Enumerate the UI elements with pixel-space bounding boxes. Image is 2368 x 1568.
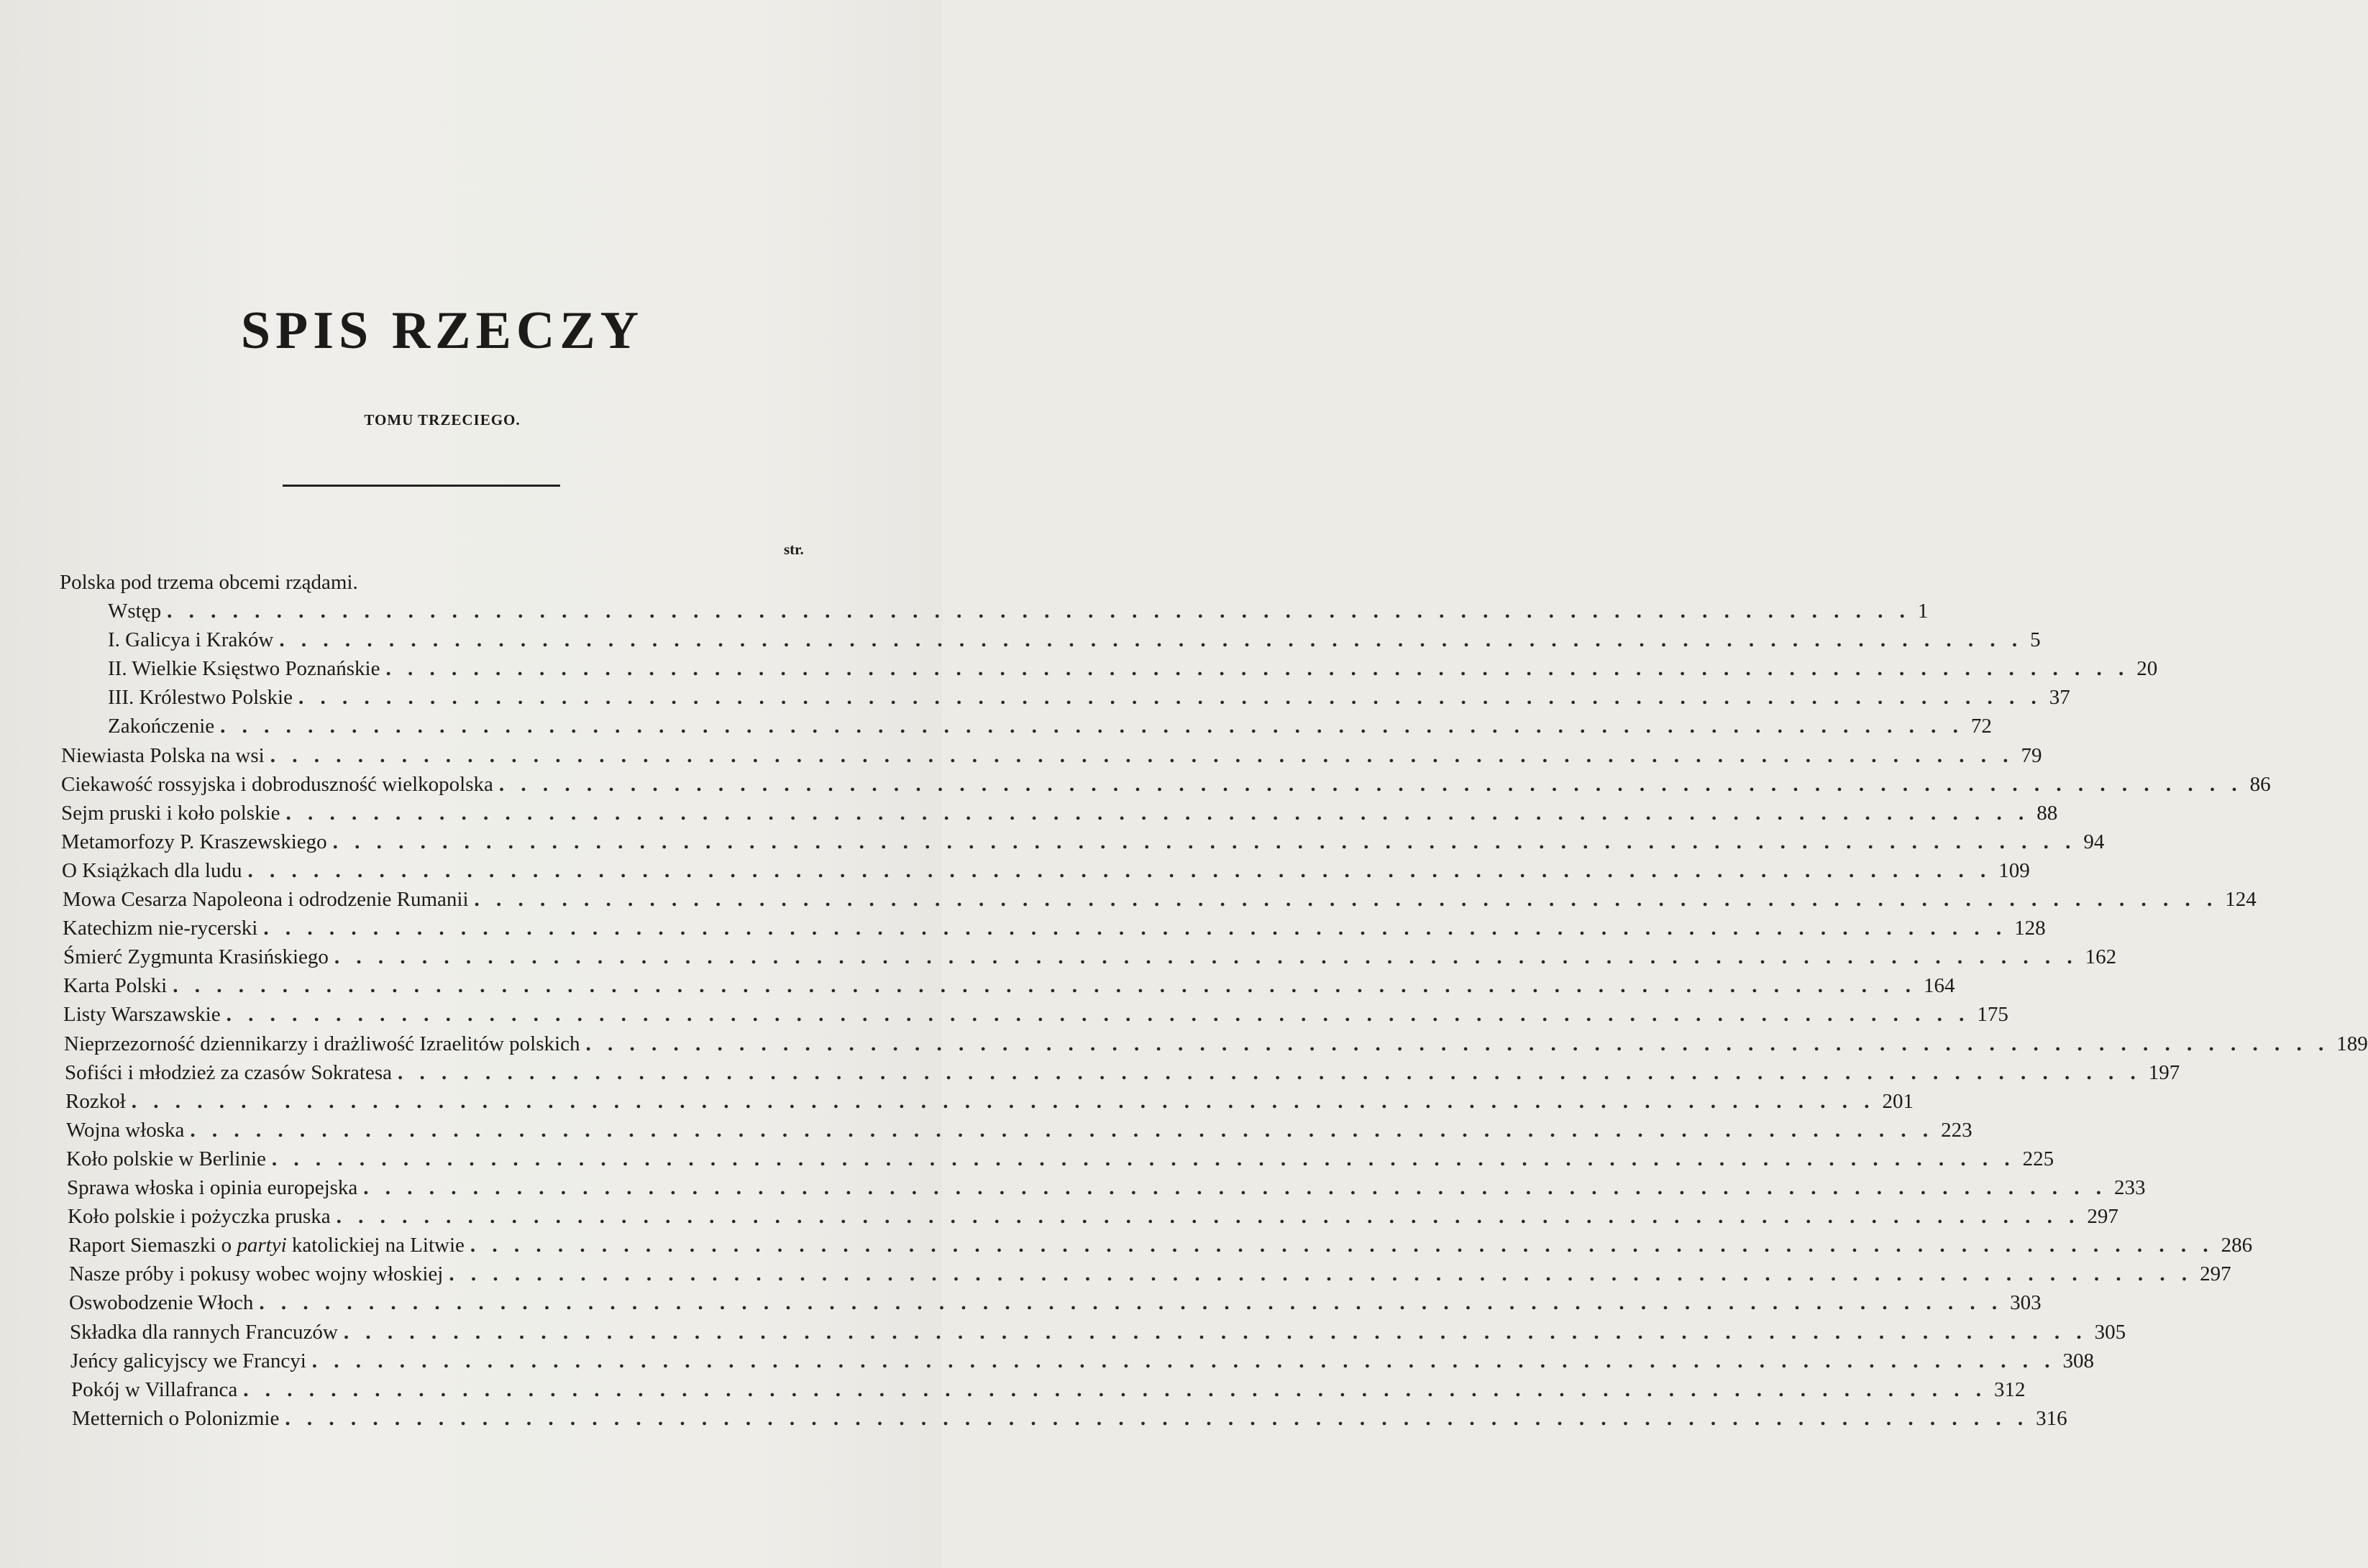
toc-entry [0,971,1955,1000]
toc-entry-title: III. Królestwo Polskie [108,686,293,710]
toc-section-heading: Polska pod trzema obcemi rządami. [60,571,358,594]
toc-entry-title: Raport Siemaszki o partyi katolickiej na Litwie [68,1234,465,1257]
toc-entry-title: Nieprzezorność dziennikarzy i drażliwość Izraelitów polskich [64,1032,580,1055]
toc-entry-page: 162 [2085,945,2117,969]
toc-entry-page: 88 [2036,801,2058,825]
toc-entry-title: Składka dla rannych Francuzów [70,1320,338,1344]
toc-entry-title: Oswobodzenie Włoch [69,1291,254,1315]
toc-entry-title: Nasze próby i pokusy wobec wojny włoskiej [69,1262,444,1286]
toc-entry-title: Sprawa włoska i opinia europejska [67,1176,358,1199]
toc-entry-title: Listy Warszawskie [63,1003,221,1027]
toc-entry-title: Rozkoł [65,1089,126,1113]
toc-entry-title: Śmierć Zygmunta Krasińskiego [63,945,329,969]
toc-entry [0,827,2105,856]
toc-entry-title: Wojna włoska [66,1118,185,1142]
toc-entry-page: 286 [2221,1234,2253,1257]
toc-entry [0,856,2030,885]
toc-entry [0,799,2058,827]
toc-entry-title: Karta Polski [63,974,168,998]
toc-entry-title: II. Wielkie Księstwo Poznańskie [108,657,380,681]
dot-leader: . . . . . . . . . . . . . . . . . . . . . . . . . . . . . . . . . . . . . . . . . . . . . . . . . . . . . . . . . . . . . . . . . . . . . . . . . . . . . . . . [498,772,2243,796]
dot-leader: . . . . . . . . . . . . . . . . . . . . . . . . . . . . . . . . . . . . . . . . . . . . . . . . . . . . . . . . . . . . . . . . . . . . . . . . . . . . . . . . [285,801,2030,825]
toc-entry-page: 223 [1941,1118,1972,1142]
dot-leader: . . . . . . . . . . . . . . . . . . . . . . . . . . . . . . . . . . . . . . . . . . . . . . . . . . . . . . . . . . . . . . . . . . . . . . . . . . . . . . . . [385,657,2130,681]
toc-entry-title: Wstęp [108,600,162,623]
dot-leader: . . . . . . . . . . . . . . . . . . . . . . . . . . . . . . . . . . . . . . . . . . . . . . . . . . . . . . . . . . . . . . . . . . . . . . . . . . . . . . . . [474,888,2218,911]
dot-leader: . . . . . . . . . . . . . . . . . . . . . . . . . . . . . . . . . . . . . . . . . . . . . . . . . . . . . . . . . . . . . . . . . . . . . . . . . . . . . . . . [363,1176,2108,1199]
dot-leader: . . . . . . . . . . . . . . . . . . . . . . . . . . . . . . . . . . . . . . . . . . . . . . . . . . . . . . . . . . . . . . . . . . . . . . . . . . . . . . . . [311,1349,2056,1372]
toc-entry [0,1000,2008,1029]
dot-leader: . . . . . . . . . . . . . . . . . . . . . . . . . . . . . . . . . . . . . . . . . . . . . . . . . . . . . . . . . . . . . . . . . . . . . . . . . . . . . . . . [220,715,1964,738]
toc-entry-page: 86 [2249,772,2271,796]
toc-entry [0,1288,2042,1317]
dot-leader: . . . . . . . . . . . . . . . . . . . . . . . . . . . . . . . . . . . . . . . . . . . . . . . . . . . . . . . . . . . . . . . . . . . . . . . . . . . . . . . . [271,1147,2016,1170]
toc-entry-title: Zakończenie [108,715,215,738]
dot-leader: . . . . . . . . . . . . . . . . . . . . . . . . . . . . . . . . . . . . . . . . . . . . . . . . . . . . . . . . . . . . . . . . . . . . . . . . . . . . . . . . [167,600,1911,623]
toc-entry-title: Koło polskie w Berlinie [66,1147,266,1170]
toc-entry-title: Ciekawość rossyjska i dobroduszność wielkopolska [61,772,493,796]
dot-leader: . . . . . . . . . . . . . . . . . . . . . . . . . . . . . . . . . . . . . . . . . . . . . . . . . . . . . . . . . . . . . . . . . . . . . . . . . . . . . . . . [332,830,2077,853]
toc-entry [0,943,2117,971]
toc-entry-page: 1 [1917,600,1929,623]
toc-entry-page: 305 [2094,1320,2126,1344]
toc-entry-title: Mowa Cesarza Napoleona i odrodzenie Rumanii [63,888,469,911]
dot-leader: . . . . . . . . . . . . . . . . . . . . . . . . . . . . . . . . . . . . . . . . . . . . . . . . . . . . . . . . . . . . . . . . . . . . . . . . . . . . . . . . [131,1089,1875,1113]
page-column-label: str. [784,541,804,558]
toc-entry-title: Metternich o Polonizmie [72,1406,280,1430]
toc-entry [0,1145,2054,1173]
toc-entry-page: 72 [1970,715,1992,738]
toc-entry-title: Metamorfozy P. Kraszewskiego [61,830,327,853]
dot-leader: . . . . . . . . . . . . . . . . . . . . . . . . . . . . . . . . . . . . . . . . . . . . . . . . . . . . . . . . . . . . . . . . . . . . . . . . . . . . . . . . [259,1291,2003,1315]
toc-entry-page: 94 [2083,830,2105,853]
dot-leader: . . . . . . . . . . . . . . . . . . . . . . . . . . . . . . . . . . . . . . . . . . . . . . . . . . . . . . . . . . . . . . . . . . . . . . . . . . . . . . . . [263,917,2008,940]
toc-entry-title: Niewiasta Polska na wsi [61,743,265,767]
volume-subtitle: TOMU TRZECIEGO. [364,411,521,428]
toc-entry-title: I. Galicya i Kraków [108,628,274,652]
toc-entry-page: 37 [2049,686,2070,710]
toc-entry-page: 124 [2225,888,2257,911]
toc-entry-page: 189 [2336,1032,2368,1055]
dot-leader: . . . . . . . . . . . . . . . . . . . . . . . . . . . . . . . . . . . . . . . . . . . . . . . . . . . . . . . . . . . . . . . . . . . . . . . . . . . . . . . . [279,628,2024,652]
toc-entry [0,741,2042,770]
dot-leader: . . . . . . . . . . . . . . . . . . . . . . . . . . . . . . . . . . . . . . . . . . . . . . . . . . . . . . . . . . . . . . . . . . . . . . . . . . . . . . . . [470,1234,2214,1257]
toc-entry [0,914,2046,943]
dot-leader: . . . . . . . . . . . . . . . . . . . . . . . . . . . . . . . . . . . . . . . . . . . . . . . . . . . . . . . . . . . . . . . . . . . . . . . . . . . . . . . . [343,1320,2088,1344]
toc-entry [0,1116,1972,1145]
toc-entry [0,625,2041,654]
dot-leader: . . . . . . . . . . . . . . . . . . . . . . . . . . . . . . . . . . . . . . . . . . . . . . . . . . . . . . . . . . . . . . . . . . . . . . . . . . . . . . . . [397,1060,2141,1084]
toc-entry-page: 316 [2036,1406,2067,1430]
toc-entry [0,1260,2231,1288]
dot-leader: . . . . . . . . . . . . . . . . . . . . . . . . . . . . . . . . . . . . . . . . . . . . . . . . . . . . . . . . . . . . . . . . . . . . . . . . . . . . . . . . [173,974,1916,998]
toc-entry-page: 303 [2010,1291,2042,1315]
toc-entry-page: 175 [1977,1003,2008,1027]
toc-entry [0,885,2257,914]
dot-leader: . . . . . . . . . . . . . . . . . . . . . . . . . . . . . . . . . . . . . . . . . . . . . . . . . . . . . . . . . . . . . . . . . . . . . . . . . . . . . . . . [226,1003,1970,1027]
toc-entry-page: 79 [2021,743,2042,767]
dot-leader: . . . . . . . . . . . . . . . . . . . . . . . . . . . . . . . . . . . . . . . . . . . . . . . . . . . . . . . . . . . . . . . . . . . . . . . . . . . . . . . . [298,686,2042,710]
dot-leader: . . . . . . . . . . . . . . . . . . . . . . . . . . . . . . . . . . . . . . . . . . . . . . . . . . . . . . . . . . . . . . . . . . . . . . . . . . . . . . . . [336,1205,2080,1229]
dot-leader: . . . . . . . . . . . . . . . . . . . . . . . . . . . . . . . . . . . . . . . . . . . . . . . . . . . . . . . . . . . . . . . . . . . . . . . . . . . . . . . . [334,945,2078,969]
dot-leader: . . . . . . . . . . . . . . . . . . . . . . . . . . . . . . . . . . . . . . . . . . . . . . . . . . . . . . . . . . . . . . . . . . . . . . . . . . . . . . . . [190,1118,1934,1142]
toc-entry-page: 312 [1994,1377,2026,1401]
toc-entry-title: O Książkach dla ludu [62,858,242,882]
dot-leader: . . . . . . . . . . . . . . . . . . . . . . . . . . . . . . . . . . . . . . . . . . . . . . . . . . . . . . . . . . . . . . . . . . . . . . . . . . . . . . . . [285,1406,2029,1430]
toc-entry [0,1030,2368,1058]
toc-entry-title: Pokój w Villafranca [71,1377,238,1401]
dot-leader: . . . . . . . . . . . . . . . . . . . . . . . . . . . . . . . . . . . . . . . . . . . . . . . . . . . . . . . . . . . . . . . . . . . . . . . . . . . . . . . . [247,858,1992,882]
toc-entry [0,1404,2067,1433]
dot-leader: . . . . . . . . . . . . . . . . . . . . . . . . . . . . . . . . . . . . . . . . . . . . . . . . . . . . . . . . . . . . . . . . . . . . . . . . . . . . . . . . [270,743,2014,767]
toc-entry-page: 109 [1998,858,2030,882]
toc-entry-page: 164 [1923,974,1955,998]
toc-entry-page: 297 [2200,1262,2231,1286]
toc-entry [0,1087,1914,1116]
toc-entry-page: 201 [1882,1089,1914,1113]
toc-entry [0,712,1992,741]
toc-entry [0,597,1929,625]
page-title: SPIS RZECZY [240,301,644,360]
dot-leader: . . . . . . . . . . . . . . . . . . . . . . . . . . . . . . . . . . . . . . . . . . . . . . . . . . . . . . . . . . . . . . . . . . . . . . . . . . . . . . . . [449,1262,2193,1286]
toc-entry-page: 297 [2087,1205,2118,1229]
toc-entry-title: Sofiści i młodzież za czasów Sokratesa [65,1060,392,1084]
toc-entry-page: 20 [2136,657,2158,681]
toc-entry [0,1375,2026,1404]
toc-entry-title: Katechizm nie-rycerski [63,917,258,940]
dot-leader: . . . . . . . . . . . . . . . . . . . . . . . . . . . . . . . . . . . . . . . . . . . . . . . . . . . . . . . . . . . . . . . . . . . . . . . . . . . . . . . . [585,1032,2330,1055]
toc-entry [0,683,2070,712]
toc-entry-title: Sejm pruski i koło polskie [61,801,280,825]
toc-entry-page: 225 [2022,1147,2054,1170]
toc-entry-page: 128 [2014,917,2046,940]
toc-entry-title: Koło polskie i pożyczka pruska [68,1205,331,1229]
toc-entry-title: Jeńcy galicyjscy we Francyi [70,1349,306,1372]
dot-leader: . . . . . . . . . . . . . . . . . . . . . . . . . . . . . . . . . . . . . . . . . . . . . . . . . . . . . . . . . . . . . . . . . . . . . . . . . . . . . . . . [243,1377,1988,1401]
toc-entry [0,1202,2118,1231]
toc-entry [0,770,2271,799]
toc-entry-page: 233 [2114,1176,2146,1199]
toc-entry-page: 197 [2148,1060,2180,1084]
toc-entry [0,1318,2126,1347]
toc-entry [0,1347,2095,1375]
toc-entry [0,1173,2146,1202]
toc-entry-page: 308 [2062,1349,2095,1372]
toc-entry [0,1231,2253,1260]
toc-entry [0,654,2158,683]
toc-entry-page: 5 [2030,628,2041,652]
toc-entry [0,1058,2180,1087]
